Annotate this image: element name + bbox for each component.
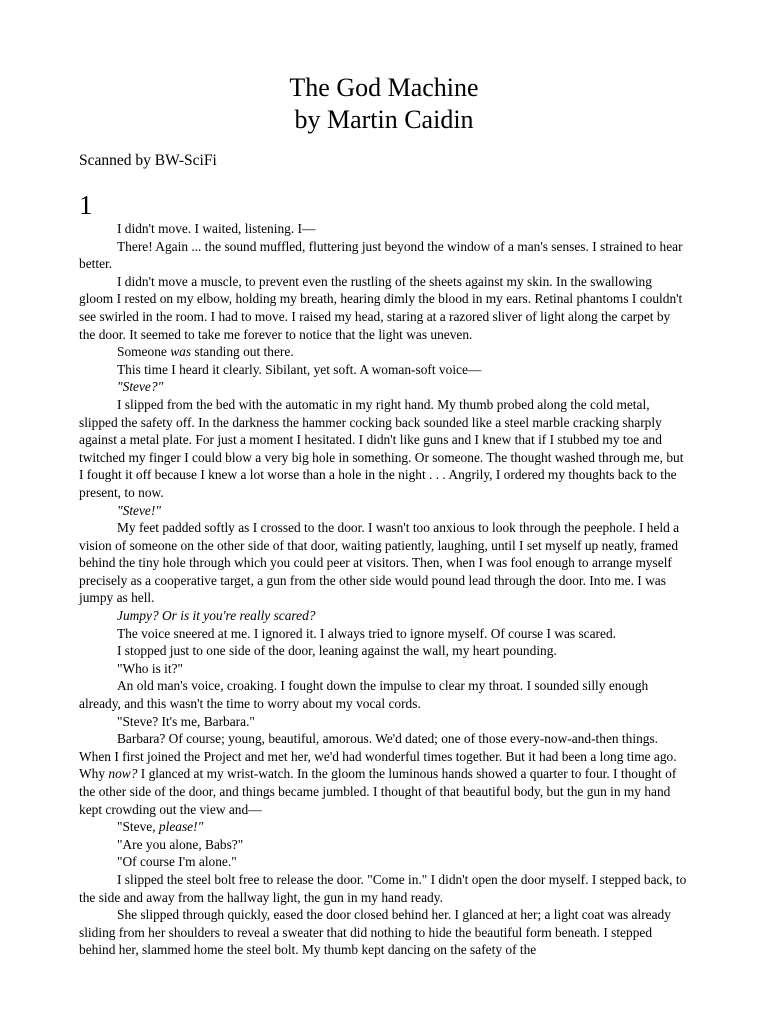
italic-text-run: "Steve!" [117, 502, 161, 518]
text-run: The voice sneered at me. I ignored it. I always tried to ignore myself. Of course I was scared. [117, 625, 616, 641]
italic-text-run: Jumpy? Or is it you're really scared? [117, 608, 316, 624]
text-run: I slipped the steel bolt free to release the door. "Come in." I didn't open the door myself. I stepped back, to the side and away from the hallway light, the gun in my hand ready. [79, 871, 687, 905]
book-author: by Martin Caidin [294, 105, 474, 134]
book-title: The God Machine [289, 73, 479, 102]
italic-text-run: was [170, 344, 192, 360]
paragraph [79, 642, 687, 660]
text-run: standing out there. [191, 344, 294, 360]
paragraph [79, 502, 687, 520]
text-run: I didn't move. I waited, listening. I— [117, 221, 316, 236]
paragraph [79, 343, 687, 361]
paragraph [79, 220, 687, 238]
paragraph [79, 871, 687, 906]
text-run: "Steve? It's me, Barbara." [117, 713, 255, 729]
paragraph [79, 625, 687, 643]
paragraph [79, 818, 687, 836]
text-run: There! Again ... the sound muffled, fluttering just beyond the window of a man's senses. I strained to hear better. [79, 238, 683, 272]
italic-text-run: "Steve?" [117, 379, 164, 395]
text-run: This time I heard it clearly. Sibilant, yet soft. A woman-soft voice— [117, 361, 482, 377]
paragraph [79, 660, 687, 678]
paragraph [79, 378, 687, 396]
chapter-number: 1 [79, 190, 93, 220]
text-run: I didn't move a muscle, to prevent even the rustling of the sheets against my skin. In the swallowing gloom I rested on my elbow, holding my breath, hearing dimly the blood in my ears. Retinal phantoms I couldn't see swirled in the room. I had to move. I raised my head, staring at a razored sliver of light along the carpet by the door. It seemed to take me forever to notice that the light was uneven. [79, 273, 683, 342]
paragraph [79, 607, 687, 625]
scanned-by-credit: Scanned by BW-SciFi [79, 152, 217, 169]
paragraph [79, 713, 687, 731]
text-run: "Who is it?" [117, 660, 183, 676]
text-run: She slipped through quickly, eased the door closed behind her. I glanced at her; a light coat was already sliding from her shoulders to reveal a sweater that did nothing to hide the beautiful form beneath. I stepped behind her, slammed home the steel bolt. My thumb kept dancing on the safety of the [79, 907, 671, 958]
paragraph [79, 396, 687, 502]
paragraph [79, 836, 687, 854]
text-run: An old man's voice, croaking. I fought down the impulse to clear my throat. I sounded silly enough already, and this wasn't the time to worry about my vocal cords. [79, 678, 649, 712]
text-run: "Are you alone, Babs?" [117, 836, 244, 852]
text-run: "Steve, [117, 819, 159, 835]
italic-text-run: please!" [158, 819, 204, 835]
text-run: Barbara? Of course; young, beautiful, amorous. We'd dated; one of those every-now-and-then things. When I first joined the Project and met her, we'd had wonderful times together. But it had been a long time ago. Why [79, 731, 677, 782]
text-run: Someone [117, 344, 171, 360]
paragraph [79, 730, 687, 818]
paragraph [79, 519, 687, 607]
paragraph [79, 853, 687, 871]
text-run: My feet padded softly as I crossed to the door. I wasn't too anxious to look through the peephole. I held a vision of someone on the other side of that door, waiting patiently, laughing, until I set myself up neatly, framed behind the tiny hole through which you could peer at visitors. Then, when I was fool enough to arrange myself precisely as a cooperative target, a gun from the other side would pound lead through the door. Into me. I was jumpy as hell. [79, 520, 680, 606]
paragraph [79, 238, 687, 273]
text-run: I slipped from the bed with the automatic in my right hand. My thumb probed along the cold metal, slipped the safety off. In the darkness the hammer cocking back sounded like a steel marble cracking sharply against a metal plate. For just a moment I hesitated. I didn't like guns and I knew that if I stubbed my toe and twitched my finger I could blow a very big hole in something. Or someone. The thought washed through me, but I fought it off because I knew a lot worse than a hole in the night . . . Angrily, I ordered my thoughts back to the present, to now. [79, 396, 684, 500]
text-run: "Of course I'm alone." [117, 854, 237, 870]
paragraph [79, 273, 687, 343]
chapter-body-text [79, 220, 687, 959]
italic-text-run: now? [108, 766, 138, 782]
paragraph [79, 677, 687, 712]
text-run: I glanced at my wrist-watch. In the gloom the luminous hands showed a quarter to four. I thought of the other side of the door, and things became jumbled. I thought of that beautiful body, but the gun in my hand kept crowding out the view and— [79, 766, 677, 817]
text-run: I stopped just to one side of the door, leaning against the wall, my heart pounding. [117, 643, 557, 659]
paragraph [79, 906, 687, 959]
paragraph [79, 361, 687, 379]
